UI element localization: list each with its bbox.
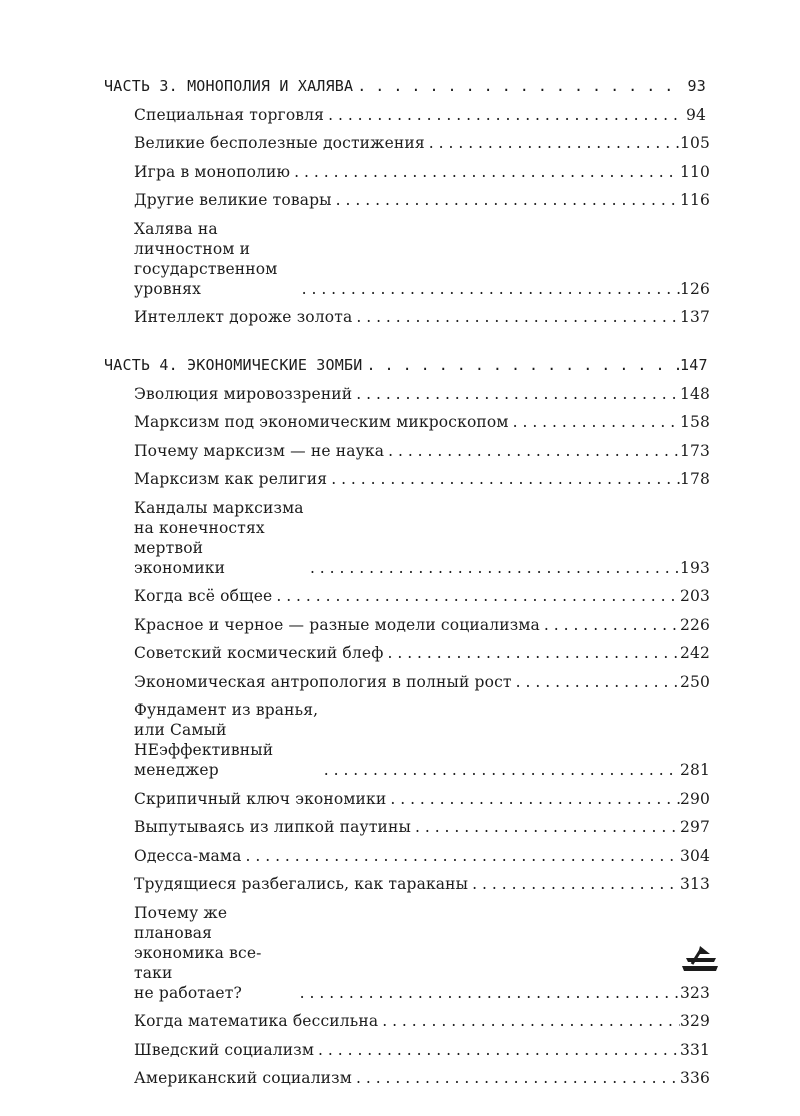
- toc-entry-title: Советский космический блеф: [134, 644, 384, 662]
- toc-entry-title: Выпутываясь из липкой паутины: [134, 818, 411, 836]
- toc-entry-title: Одесса-мама: [134, 846, 242, 865]
- toc-entry: [104, 615, 711, 635]
- toc-entry-title: Специальная торговля: [134, 105, 325, 124]
- dot-leader: [512, 672, 680, 692]
- toc-entry-title: Когда математика бессильна: [134, 1012, 379, 1030]
- toc-page-number: 126: [680, 279, 711, 298]
- dot-leader: [290, 162, 680, 182]
- dot-leader: [314, 1040, 680, 1060]
- dot-leader: [386, 789, 680, 809]
- toc-page-number: 226: [680, 615, 711, 634]
- toc-entry-title: [134, 498, 306, 578]
- toc-part-title: ЧАСТЬ 4. ЭКОНОМИЧЕСКИЕ ЗОМБИ: [104, 356, 363, 374]
- toc-entry-title-line2: не работает?: [134, 983, 242, 1002]
- toc-page-number: 110: [680, 162, 711, 181]
- toc-page-number: 94: [685, 105, 706, 124]
- toc-part-heading: [104, 355, 706, 375]
- toc-page-number: 304: [680, 846, 711, 865]
- toc-page-number: 281: [680, 761, 711, 779]
- toc-entry: [104, 219, 711, 299]
- toc-page-number: 250: [680, 672, 711, 691]
- dot-leader: [468, 874, 680, 894]
- toc-entry-title: Почему марксизм — не наука: [134, 441, 385, 460]
- toc-entry-title: [134, 903, 296, 1003]
- toc-entry-title-line2: уровнях: [134, 279, 202, 298]
- toc-entry: [104, 903, 711, 1003]
- toc-page-number: 323: [680, 983, 711, 1002]
- toc-entry-title: Трудящиеся разбегались, как тараканы: [134, 875, 469, 893]
- toc-entry: [104, 469, 711, 489]
- toc-entry: [104, 846, 711, 866]
- toc-page-number: 148: [680, 384, 711, 403]
- toc-entry-title: Марксизм как религия: [134, 470, 328, 488]
- toc-entry-title: Скрипичный ключ экономики: [134, 789, 387, 808]
- toc-entry-title-line1: Фундамент из вранья, или Самый НЕэффективный: [134, 701, 319, 759]
- toc-entry: [104, 700, 711, 780]
- toc-entry-title: Эволюция мировоззрений: [134, 384, 353, 403]
- toc-page-number: 178: [680, 470, 711, 488]
- dot-leader: [378, 1011, 680, 1031]
- dot-leader: [352, 307, 680, 327]
- toc-entry: [104, 190, 711, 210]
- toc-entry: [104, 789, 711, 809]
- toc-page-number: 193: [680, 558, 711, 577]
- dot-leader: [298, 279, 680, 299]
- toc-part-title: ЧАСТЬ 3. МОНОПОЛИЯ И ХАЛЯВА: [104, 77, 354, 95]
- toc-entry-title: [134, 700, 320, 780]
- dot-leader: [332, 190, 680, 210]
- dot-leader: [320, 760, 680, 780]
- dot-leader: [362, 355, 680, 375]
- dot-leader: [353, 76, 680, 96]
- toc-page-number: 158: [680, 413, 711, 431]
- toc-entry: [104, 105, 706, 125]
- dot-leader: [540, 615, 680, 635]
- toc-entry: [104, 384, 711, 404]
- toc-entry-title: [134, 219, 298, 299]
- toc-page-number: 313: [680, 875, 711, 893]
- toc-entry: [104, 307, 711, 327]
- dot-leader: [509, 412, 680, 432]
- toc-page-number: 93: [687, 77, 706, 95]
- toc-entry-title: Красное и черное — разные модели социализма: [134, 615, 540, 634]
- dot-leader: [352, 384, 680, 404]
- dot-leader: [384, 441, 680, 461]
- toc-entry-title: Интеллект дороже золота: [134, 308, 353, 326]
- toc-page-number: 105: [680, 134, 711, 152]
- toc-part-heading: [104, 76, 706, 96]
- toc-entry-title-line2: менеджер: [134, 761, 219, 779]
- toc-entry: [104, 1040, 711, 1060]
- toc-page-number: 336: [680, 1069, 711, 1087]
- toc-page-number: 203: [680, 587, 711, 605]
- toc-page-number: 137: [680, 308, 711, 326]
- toc-entry-title: Когда всё общее: [134, 587, 273, 605]
- toc-entry-title: Другие великие товары: [134, 191, 332, 209]
- toc-entry-title-line1: Халява на личностном и государственном: [134, 219, 278, 278]
- toc-entry-title-line1: Кандалы марксизма на конечностях мертвой: [134, 498, 304, 557]
- toc-entry: [104, 586, 711, 606]
- toc-page-number: 173: [680, 441, 711, 460]
- toc-entry-title: Шведский социализм: [134, 1040, 315, 1059]
- toc-page-number: 116: [680, 191, 711, 209]
- toc-entry: [104, 817, 711, 837]
- toc-page-number: 147: [680, 356, 708, 374]
- toc-entry-title: Великие бесполезные достижения: [134, 134, 425, 152]
- toc-entry: [104, 412, 711, 432]
- toc-entry: [104, 1011, 711, 1031]
- toc-entry: [104, 441, 711, 461]
- toc-entry: [104, 498, 711, 578]
- dot-leader: [306, 558, 680, 578]
- toc-entry: [104, 133, 711, 153]
- dot-leader: [411, 817, 680, 837]
- toc-part-4: [104, 355, 711, 1088]
- dot-leader: [425, 133, 680, 153]
- toc-page-number: 242: [680, 644, 711, 662]
- dot-leader: [324, 105, 680, 125]
- toc-entry-title: Игра в монополию: [134, 162, 291, 181]
- toc-part-3: [104, 76, 711, 327]
- toc-entry: [104, 672, 711, 692]
- table-of-contents: [104, 76, 711, 1116]
- dot-leader: [242, 846, 680, 866]
- publisher-logo-icon: [680, 944, 720, 974]
- toc-entry: [104, 162, 711, 182]
- toc-entry: [104, 874, 711, 894]
- toc-page-number: 290: [680, 789, 711, 808]
- dot-leader: [327, 469, 680, 489]
- toc-entry: [104, 1068, 711, 1088]
- toc-entry-title-line1: Почему же плановая экономика все-таки: [134, 903, 262, 982]
- toc-entry-title: Американский социализм: [134, 1069, 352, 1087]
- dot-leader: [383, 643, 680, 663]
- toc-page-number: 297: [680, 818, 711, 836]
- toc-entry-title: Экономическая антропология в полный рост: [134, 672, 512, 691]
- toc-entry-title-line2: экономики: [134, 558, 226, 577]
- dot-leader: [272, 586, 680, 606]
- toc-page-number: 329: [680, 1012, 711, 1030]
- dot-leader: [352, 1068, 680, 1088]
- toc-page-number: 331: [680, 1040, 711, 1059]
- toc-entry-title: Марксизм под экономическим микроскопом: [134, 413, 509, 431]
- toc-entry: [104, 643, 711, 663]
